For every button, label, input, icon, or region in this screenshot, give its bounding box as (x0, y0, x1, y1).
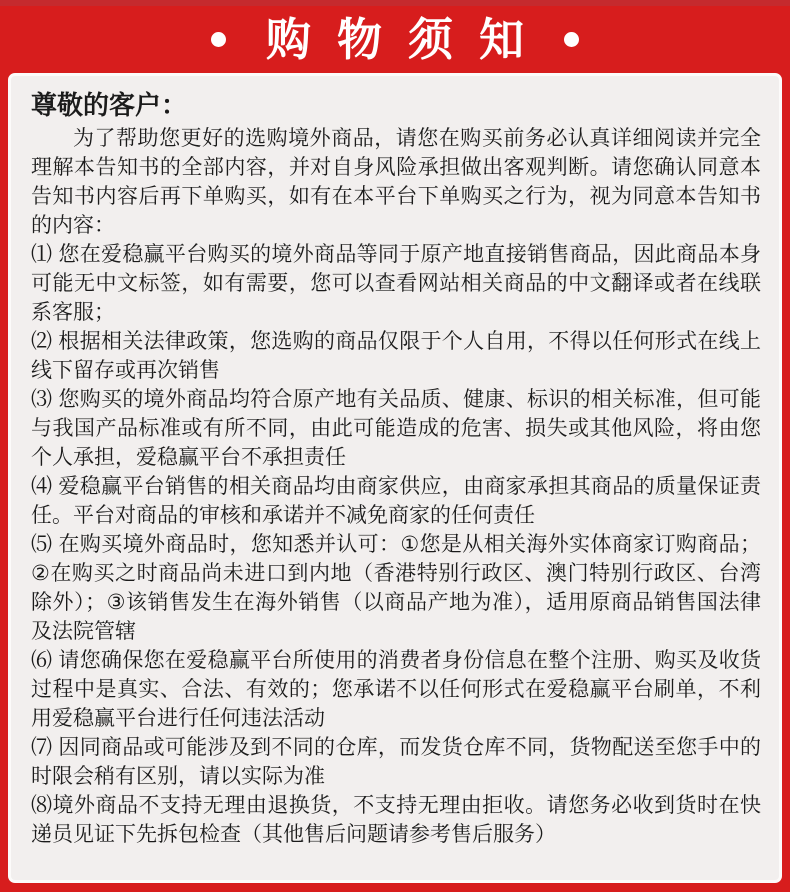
greeting-heading: 尊敬的客户： (31, 90, 188, 120)
notice-item-3: ⑶ 您购买的境外商品均符合原产地有关品质、健康、标识的相关标准，但可能与我国产品标准或有所不同，由此可能造成的危害、损失或其他风险，将由您个人承担，爱稳赢平台不承担责任 (31, 388, 761, 469)
notice-item-8: ⑻境外商品不支持无理由退换货，不支持无理由拒收。请您务必收到货时在快递员见证下先拆包检查（其他售后问题请参考售后服务） (31, 794, 761, 846)
notice-panel (8, 73, 782, 883)
notice-item-2: ⑵ 根据相关法律政策，您选购的商品仅限于个人自用，不得以任何形式在线上线下留存或再次销售 (31, 330, 761, 382)
notice-header (0, 6, 790, 73)
bullet-dot-icon (564, 32, 579, 47)
notice-item-5: ⑸ 在购买境外商品时，您知悉并认可：①您是从相关海外实体商家订购商品；②在购买之时商品尚未进口到内地（香港特别行政区、澳门特别行政区、台湾除外）；③该销售发生在海外销售（以商品产地为准），适用原商品销售国法律及法院管辖 (31, 533, 761, 643)
notice-item-4: ⑷ 爱稳赢平台销售的相关商品均由商家供应，由商家承担其商品的质量保证责任。平台对商品的审核和承诺并不减免商家的任何责任 (31, 475, 761, 527)
notice-item-1: ⑴ 您在爱稳赢平台购买的境外商品等同于原产地直接销售商品，因此商品本身可能无中文标签，如有需要，您可以查看网站相关商品的中文翻译或者在线联系客服； (31, 243, 761, 324)
bullet-dot-icon (211, 32, 226, 47)
notice-intro: 为了帮助您更好的选购境外商品，请您在购买前务必认真详细阅读并完全理解本告知书的全部内容，并对自身风险承担做出客观判断。请您确认同意本告知书内容后再下单购买，如有在本平台下单购买之行为，视为同意本告知书的内容： (31, 127, 761, 237)
notice-item-6: ⑹ 请您确保您在爱稳赢平台所使用的消费者身份信息在整个注册、购买及收货过程中是真实、合法、有效的；您承诺不以任何形式在爱稳赢平台刷单，不利用爱稳赢平台进行任何违法活动 (31, 649, 761, 730)
notice-item-7: ⑺ 因同商品或可能涉及到不同的仓库，而发货仓库不同，货物配送至您手中的时限会稍有区别，请以实际为准 (31, 736, 761, 788)
page-title: 购物须知 (265, 14, 550, 65)
